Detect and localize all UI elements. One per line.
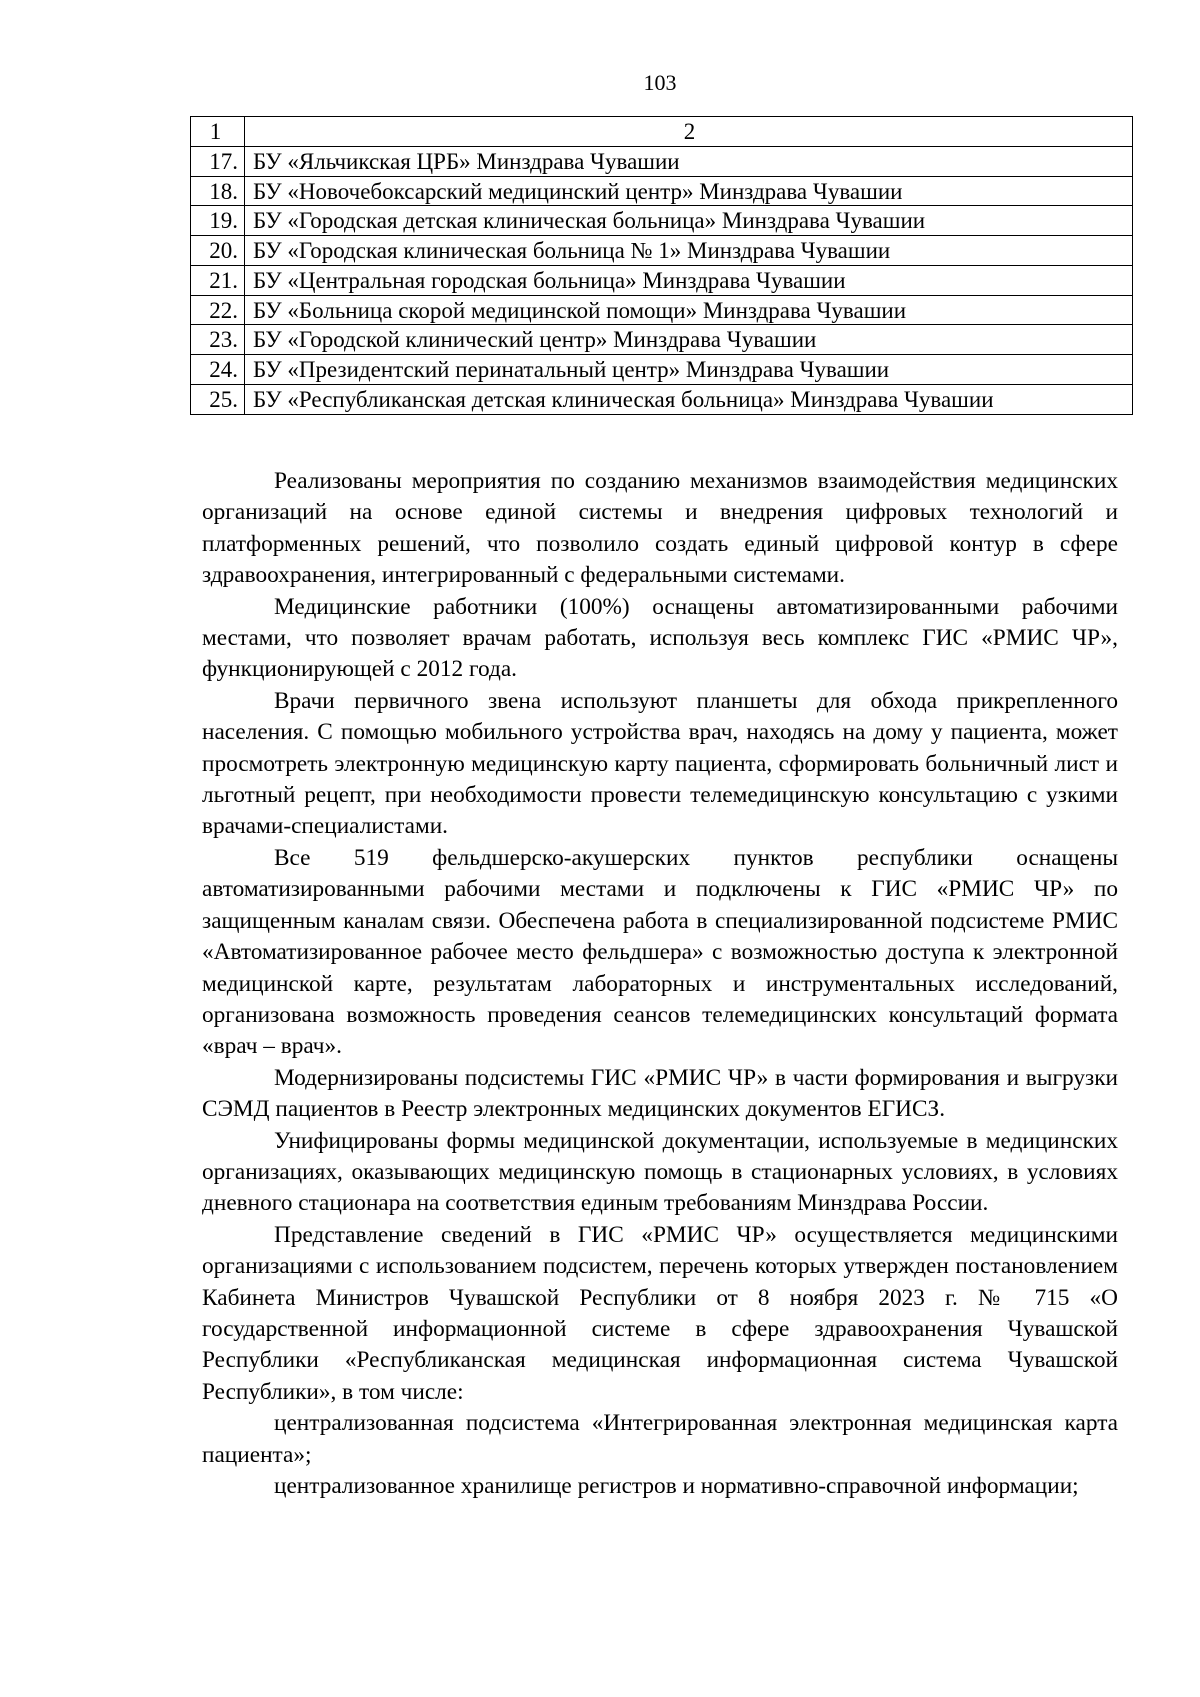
row-organization: БУ «Яльчикская ЦРБ» Минздрава Чувашии xyxy=(245,146,1133,176)
table-header-row xyxy=(191,117,1133,147)
paragraph: Модернизированы подсистемы ГИС «РМИС ЧР» в части формирования и выгрузки СЭМД пациентов в Реестр электронных медицинских документов ЕГИСЗ. xyxy=(202,1064,1118,1123)
row-number: 17. xyxy=(191,146,245,176)
table-row xyxy=(191,295,1133,325)
row-organization: БУ «Новочебоксарский медицинский центр» Минздрава Чувашии xyxy=(245,176,1133,206)
table-row xyxy=(191,236,1133,266)
organizations-table xyxy=(190,116,1133,415)
table-row xyxy=(191,146,1133,176)
table-row xyxy=(191,176,1133,206)
paragraph: централизованное хранилище регистров и нормативно-справочной информации; xyxy=(274,1473,1079,1499)
row-organization: БУ «Республиканская детская клиническая больница» Минздрава Чувашии xyxy=(245,384,1133,414)
row-number: 18. xyxy=(191,176,245,206)
table-row xyxy=(191,325,1133,355)
body-text xyxy=(202,466,1118,1502)
table-header-cell-number: 1 xyxy=(191,117,245,147)
paragraph: Врачи первичного звена используют планшеты для обхода прикрепленного населения. С помощью мобильного устройства врач, находясь на дому у пациента, может просмотреть электронную медицинскую карту пациента, сформировать больничный лист и льготный рецепт, при необходимости провести телемедицинскую консультацию с узкими врачами-специалистами. xyxy=(202,687,1118,840)
table-header-cell-name: 2 xyxy=(245,117,1133,147)
table-row xyxy=(191,206,1133,236)
row-number: 23. xyxy=(191,325,245,355)
row-organization: БУ «Президентский перинатальный центр» Минздрава Чувашии xyxy=(245,355,1133,385)
paragraph: Реализованы мероприятия по созданию механизмов взаимодействия медицинских организаций на основе единой системы и внедрения цифровых технологий и платформенных решений, что позволило создать единый цифровой контур в сфере здравоохранения, интегрированный с федеральными системами. xyxy=(202,468,1118,589)
paragraph: централизованная подсистема «Интегрированная электронная медицинская карта пациента»; xyxy=(202,1410,1118,1468)
row-organization: БУ «Центральная городская больница» Минздрава Чувашии xyxy=(245,265,1133,295)
row-organization: БУ «Больница скорой медицинской помощи» Минздрава Чувашии xyxy=(245,295,1133,325)
row-number: 25. xyxy=(191,384,245,414)
paragraph: Представление сведений в ГИС «РМИС ЧР» осуществляется медицинскими организациями с использованием подсистем, перечень которых утвержден постановлением Кабинета Министров Чувашской Республики от 8 ноября 2023 г. № 715 «О государственной информационной системе в сфере здравоохранения Чувашской Республики «Республиканская медицинская информационная система Чувашской Республики», в том числе: xyxy=(202,1221,1118,1405)
row-organization: БУ «Городская клиническая больница № 1» Минздрава Чувашии xyxy=(245,236,1133,266)
page-number: 103 xyxy=(643,70,677,95)
row-number: 20. xyxy=(191,236,245,266)
row-number: 24. xyxy=(191,355,245,385)
row-organization: БУ «Городская детская клиническая больница» Минздрава Чувашии xyxy=(245,206,1133,236)
paragraph: Унифицированы формы медицинской документации, используемые в медицинских организациях, оказывающих медицинскую помощь в стационарных условиях, в условиях дневного стационара на соответствия единым требованиям Минздрава России. xyxy=(202,1127,1118,1217)
row-number: 21. xyxy=(191,265,245,295)
row-number: 19. xyxy=(191,206,245,236)
paragraph: Все 519 фельдшерско-акушерских пунктов республики оснащены автоматизированными рабочими местами и подключены к ГИС «РМИС ЧР» по защищенным каналам связи. Обеспечена работа в специализированной подсистеме РМИС «Автоматизированное рабочее место фельдшера» с возможностью доступа к электронной медицинской карте, результатам лабораторных и инструментальных исследований, организована возможность проведения сеансов телемедицинских консультаций формата «врач – врач». xyxy=(202,844,1118,1060)
row-number: 22. xyxy=(191,295,245,325)
table-row xyxy=(191,355,1133,385)
row-organization: БУ «Городской клинический центр» Минздрава Чувашии xyxy=(245,325,1133,355)
table-row xyxy=(191,384,1133,414)
table-row xyxy=(191,265,1133,295)
paragraph: Медицинские работники (100%) оснащены автоматизированными рабочими местами, что позволяет врачам работать, используя весь комплекс ГИС «РМИС ЧР», функционирующей с 2012 года. xyxy=(202,593,1118,683)
